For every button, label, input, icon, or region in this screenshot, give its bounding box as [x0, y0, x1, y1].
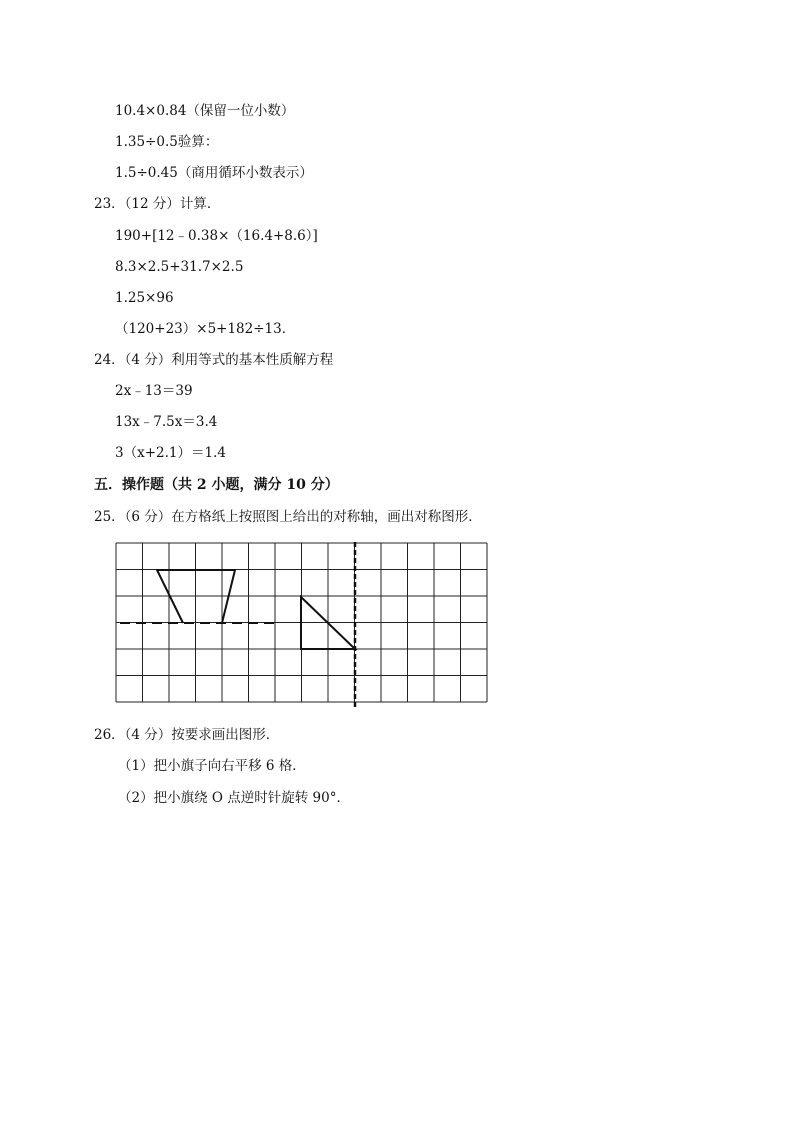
q24-item-2: 13x﹣7.5x＝3.4: [115, 414, 218, 430]
q25-heading: 25．（6 分）在方格纸上按照图上给出的对称轴，画出对称图形．: [94, 509, 482, 525]
q22-item-4: 1.35÷0.5验算：: [115, 134, 219, 150]
q26-item-2: （2）把小旗绕 O 点逆时针旋转 90°．: [118, 790, 350, 806]
q24-item-3: 3（x+2.1）＝1.4: [115, 445, 226, 461]
q24-heading: 24．（4 分）利用等式的基本性质解方程: [94, 352, 334, 368]
section-5-title: 五．操作题（共 2 小题，满分 10 分）: [94, 477, 339, 493]
q22-item-5: 1.5÷0.45（商用循环小数表示）: [115, 165, 313, 181]
q23-heading: 23．（12 分）计算．: [94, 196, 221, 212]
q26-item-1: （1）把小旗子向右平移 6 格．: [118, 758, 306, 774]
q26-heading: 26．（4 分）按要求画出图形．: [94, 727, 280, 743]
q22-item-3: 10.4×0.84（保留一位小数）: [115, 103, 295, 119]
symmetry-grid-figure: [115, 542, 490, 712]
q24-item-1: 2x﹣13＝39: [115, 383, 193, 399]
q23-item-2: 8.3×2.5+31.7×2.5: [115, 259, 244, 275]
q23-item-1: 190+[12﹣0.38×（16.4+8.6）]: [115, 228, 318, 244]
q23-item-4: （120+23）×5+182÷13．: [115, 321, 296, 337]
q23-item-3: 1.25×96: [115, 290, 174, 306]
